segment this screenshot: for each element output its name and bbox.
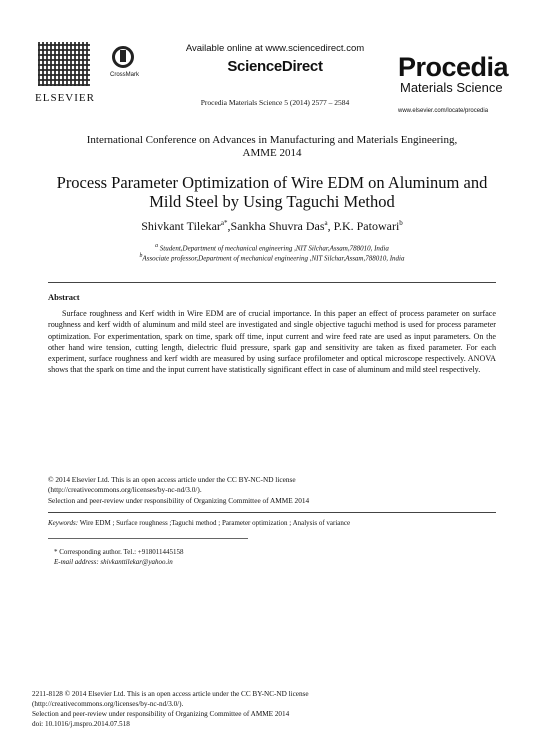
title-line-1: Process Parameter Optimization of Wire EDM on Aluminum and <box>56 173 488 192</box>
journal-reference: Procedia Materials Science 5 (2014) 2577 – 2584 <box>200 98 350 107</box>
sciencedirect-logo: ScienceDirect <box>227 58 323 75</box>
author-name: Shivkant Tilekar <box>141 219 221 233</box>
doi[interactable]: doi: 10.1016/j.mspro.2014.07.518 <box>32 720 130 728</box>
footer-license-link[interactable]: (http://creativecommons.org/licenses/by-nc-nd/3.0/). <box>32 700 184 708</box>
keywords-list: Wire EDM ; Surface roughness ;Taguchi method ; Parameter optimization ; Analysis of variance <box>78 519 351 527</box>
elsevier-logo <box>32 42 98 106</box>
conference-line-2: AMME 2014 <box>242 147 302 159</box>
copyright-notice <box>48 475 496 506</box>
crossmark-logo[interactable] <box>110 46 142 82</box>
conference-name <box>60 134 484 160</box>
license-link[interactable]: (http://creativecommons.org/licenses/by-nc-nd/3.0/). <box>48 485 202 495</box>
crossmark-label: CrossMark <box>110 72 140 78</box>
available-online-text: Available online at www.sciencedirect.com <box>185 43 365 54</box>
author-name: , P.K. Patowari <box>327 219 400 233</box>
peer-review-line: Selection and peer-review under responsibility of Organizing Committee of AMME 2014 <box>48 495 310 505</box>
divider <box>48 282 496 283</box>
issn-line: 2211-8128 © 2014 Elsevier Ltd. This is an open access article under the CC BY-NC-ND license <box>32 690 309 698</box>
divider <box>48 512 496 513</box>
author-mark: a* <box>220 219 228 227</box>
affiliation-text: Student,Department of mechanical engineering ,NIT Silchar,Assam,788010, India <box>159 244 389 253</box>
author-mark: b <box>399 219 403 227</box>
procedia-subtitle: Materials Science <box>400 80 503 95</box>
author-name: ,Sankha Shuvra Das <box>227 219 325 233</box>
title-line-2: Mild Steel by Using Taguchi Method <box>149 192 395 211</box>
abstract-body: Surface roughness and Kerf width in Wire EDM are of crucial importance. In this paper an effect of process parameter on surface roughness and kerf width of aluminum and mild steel are investigated and single objective taguchi method is used for process parameter optimization. For experimentation, spark on time, spark off time, input current and wire feed rate are used as input parameters. On the other hand wire tension, cutting length, dielectric fluid pressure, spark gap and sensitivity are taken as fixed parameter. For each experiment, surface roughness and kerf width are measured by using surface profilometer and optical microscope respectively. ANOVA shows that the spark on time and the input current have statistically significant effect in case of aluminum and mild steel respectively. <box>48 309 496 375</box>
keywords-label: Keywords: <box>48 519 79 527</box>
procedia-url: www.elsevier.com/locate/procedia <box>398 108 489 114</box>
elsevier-wordmark: ELSEVIER <box>35 92 95 104</box>
procedia-logo: Procedia <box>398 52 509 82</box>
conference-line-1: International Conference on Advances in Manufacturing and Materials Engineering, <box>86 134 458 146</box>
affiliation-mark: a <box>155 243 159 249</box>
email-label: E-mail address: <box>54 558 99 566</box>
affiliation <box>60 253 484 262</box>
abstract-heading: Abstract <box>48 292 80 302</box>
crossmark-bar <box>120 50 126 62</box>
corresponding-author: * Corresponding author. Tel.: +918011445158 <box>54 548 184 556</box>
footnote-divider <box>48 538 248 539</box>
elsevier-tree-icon <box>38 42 90 86</box>
copyright-line: © 2014 Elsevier Ltd. This is an open access article under the CC BY-NC-ND license <box>48 475 296 484</box>
page-footer <box>32 689 512 729</box>
author-list <box>40 219 504 234</box>
email-address <box>54 558 173 566</box>
email-link[interactable]: shivkanttilekar@yahoo.in <box>98 558 173 566</box>
footer-peer-review: Selection and peer-review under responsibility of Organizing Committee of AMME 2014 <box>32 710 290 718</box>
affiliation-text: Associate professor,Department of mechanical engineering ,NIT Silchar,Assam,788010, India <box>142 254 405 263</box>
affiliation-mark: b <box>139 253 143 259</box>
paper-title <box>40 173 504 211</box>
keywords <box>48 519 496 527</box>
affiliation <box>60 243 484 252</box>
author-mark: a <box>324 219 328 227</box>
